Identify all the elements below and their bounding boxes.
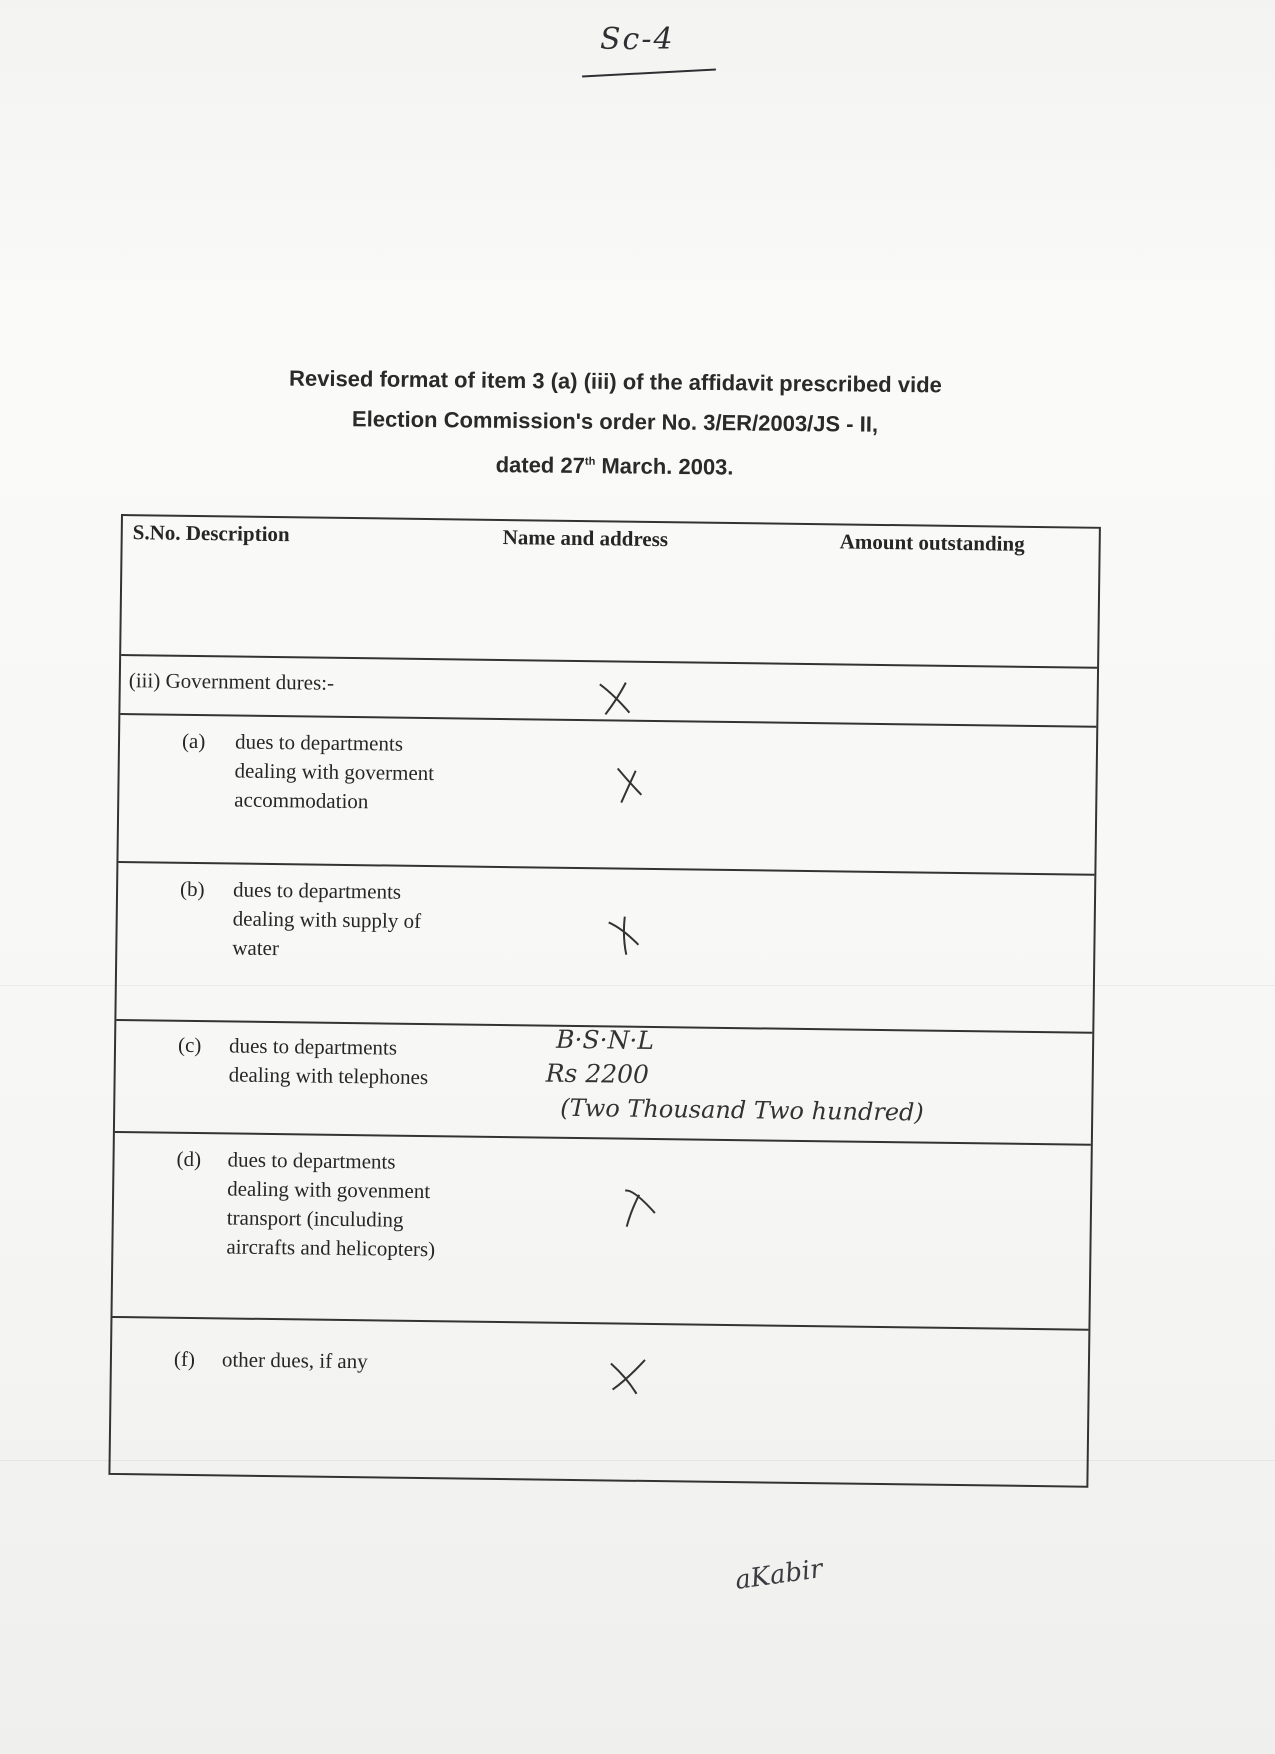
row-a-line: dealing with goverment: [234, 758, 435, 786]
row-c-line: dealing with telephones: [228, 1062, 429, 1090]
x-mark-icon: [606, 1357, 647, 1398]
row-a-description: [234, 728, 435, 818]
row-b-description: [232, 876, 422, 965]
row-a-line: accommodation: [234, 787, 369, 814]
signature: aKabir: [733, 1554, 825, 1596]
section-label: (iii) Government dures:-: [128, 668, 335, 695]
header-sno-description: S.No. Description: [132, 520, 290, 547]
heading-date-sup: th: [584, 455, 596, 468]
row-divider: [112, 1316, 1088, 1331]
row-divider: [115, 1131, 1091, 1146]
row-d-line: dues to departments: [227, 1147, 396, 1174]
x-mark-icon: [609, 764, 650, 805]
row-f-line: other dues, if any: [221, 1347, 368, 1374]
x-mark-icon: [621, 1187, 662, 1228]
header-amount-outstanding: Amount outstanding: [839, 529, 1025, 556]
row-d-line: dealing with govenment: [227, 1176, 431, 1204]
row-d-line: transport (inculuding: [226, 1205, 404, 1232]
heading-line-2: Election Commission's order No. 3/ER/2003/JS - II,: [351, 406, 879, 437]
row-b-line: water: [232, 935, 280, 961]
row-a-sno: (a): [181, 728, 206, 754]
row-a-line: dues to departments: [234, 729, 404, 756]
row-d-line: aircrafts and helicopters): [226, 1234, 436, 1262]
row-d-description: [226, 1145, 436, 1264]
row-b-line: dues to departments: [232, 877, 402, 904]
x-mark-icon: [602, 914, 643, 955]
row-divider: [121, 654, 1097, 669]
row-f-sno: (f): [173, 1346, 196, 1372]
row-divider: [118, 861, 1094, 876]
telephone-provider: B·S·N·L: [555, 1024, 655, 1056]
heading-line-3: [199, 438, 1029, 491]
row-d-sno: (d): [176, 1146, 202, 1172]
document-heading: [199, 358, 1030, 491]
heading-date-suffix: March. 2003.: [595, 453, 734, 480]
row-b-sno: (b): [179, 876, 205, 902]
header-name-address: Name and address: [502, 524, 669, 552]
heading-date-prefix: dated 27: [495, 452, 586, 479]
heading-line-1: Revised format of item 3 (a) (iii) of the affidavit prescribed vide: [288, 365, 942, 398]
telephone-amount: Rs 2200: [545, 1058, 650, 1089]
row-f-description: [222, 1345, 368, 1376]
telephone-amount-words: (Two Thousand Two hundred): [560, 1093, 924, 1127]
row-c-sno: (c): [177, 1032, 202, 1058]
row-c-description: [228, 1031, 428, 1092]
dues-table: [108, 514, 1100, 1488]
x-mark-icon: [595, 678, 636, 719]
row-c-line: dues to departments: [228, 1033, 398, 1060]
row-b-line: dealing with supply of: [232, 906, 422, 933]
reference-mark: Sc-4: [600, 22, 675, 57]
